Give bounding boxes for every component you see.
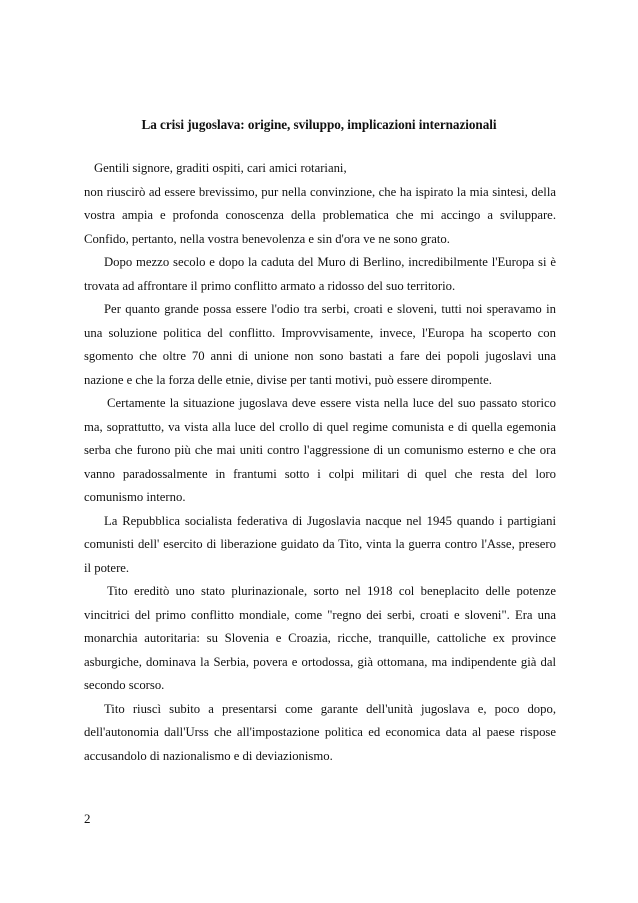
body-paragraph-6: Tito ereditò uno stato plurinazionale, sorto nel 1918 col beneplacito delle potenze vincitrici del primo conflitto mondiale, come "regno dei serbi, croati e sloveni". Era una monarchia autoritaria: su Slovenia e Croazia, ricche, tranquille, cattoliche ex province asburgiche, dominava la Serbia, povera e ortodossa, già ottomana, ma indipendente già dal secondo scorso. [84, 584, 556, 692]
body-paragraph-2: Dopo mezzo secolo e dopo la caduta del Muro di Berlino, incredibilmente l'Europa si è trovata ad affrontare il primo conflitto armato a ridosso del suo territorio. [84, 255, 556, 293]
document-body [84, 157, 556, 768]
document-title: La crisi jugoslava: origine, sviluppo, implicazioni internazionali [141, 117, 497, 132]
body-paragraph-5: La Repubblica socialista federativa di Jugoslavia nacque nel 1945 quando i partigiani comunisti dell' esercito di liberazione guidato da Tito, vinta la guerra contro l'Asse, presero il potere. [84, 513, 556, 575]
body-paragraph-7: Tito riuscì subito a presentarsi come garante dell'unità jugoslava e, poco dopo, dell'autonomia dall'Urss che all'impostazione politica ed economica data al paese rispose accusandolo di nazionalismo e di deviazionismo. [84, 701, 556, 763]
body-paragraph-1: non riuscirò ad essere brevissimo, pur nella convinzione, che ha ispirato la mia sintesi, della vostra ampia e profonda conoscenza della problematica che mi accingo a sviluppare. Confido, pertanto, nella vostra benevolenza e sin d'ora ve ne sono grato. [84, 184, 556, 246]
greeting-paragraph: Gentili signore, graditi ospiti, cari amici rotariani, [94, 161, 347, 175]
body-paragraph-3: Per quanto grande possa essere l'odio tra serbi, croati e sloveni, tutti noi speravamo in una soluzione politica del conflitto. Improvvisamente, invece, l'Europa ha scoperto con sgomento che oltre 70 anni di unione non sono bastati a fare dei popoli jugoslavi una nazione e che la forza delle etnie, divise per tanti motivi, può essere dirompente. [84, 302, 556, 387]
page-number: 2 [84, 811, 91, 826]
body-paragraph-4: Certamente la situazione jugoslava deve essere vista nella luce del suo passato storico ma, soprattutto, va vista alla luce del crollo di quel regime comunista e di quella egemonia serba che furono più che mai uniti contro l'aggressione di un comunismo esterno e che ora vanno paradossalmente in frantumi sotto i colpi militari di quel che resta del loro comunismo interno. [84, 396, 556, 504]
